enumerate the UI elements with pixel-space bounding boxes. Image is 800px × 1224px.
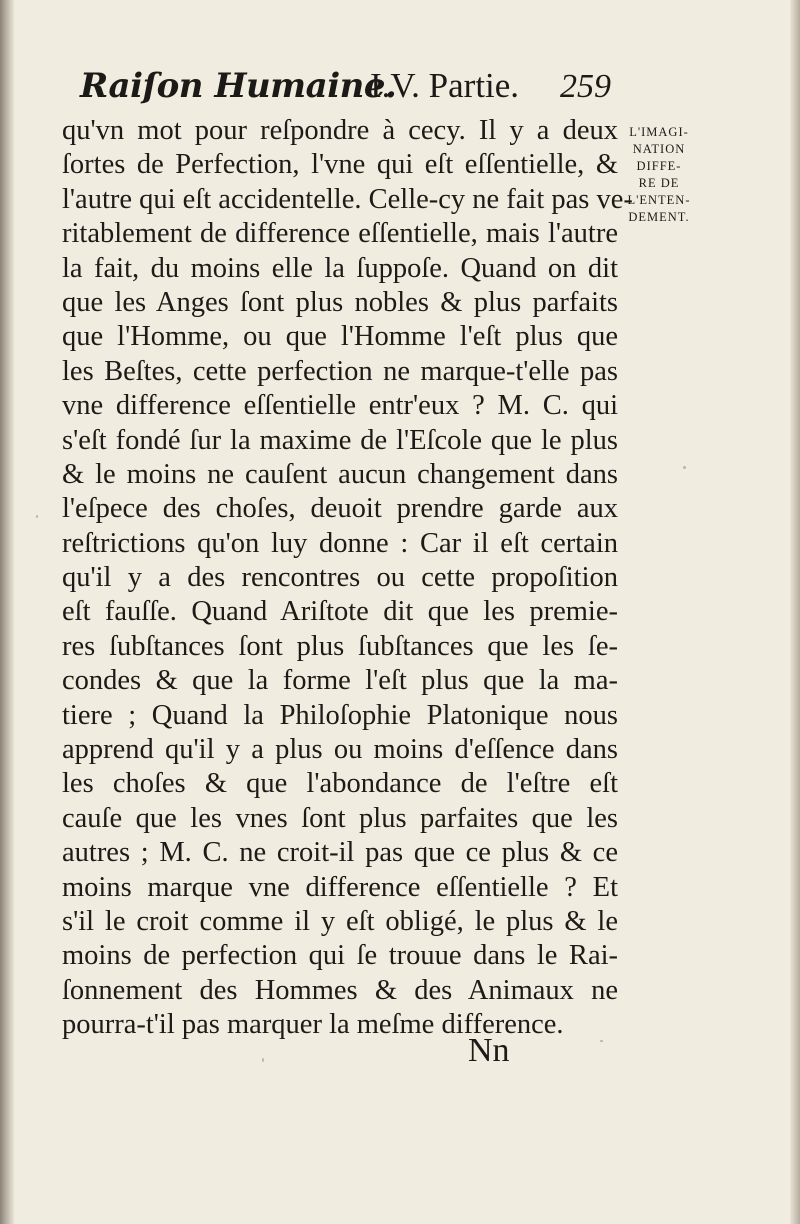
text-line: qu'il y a des rencontres ou cette propoſition (62, 562, 618, 594)
text-line: que les Anges ſont plus nobles & plus parfaits (62, 286, 618, 318)
marginal-line: DEMENT. (628, 210, 690, 224)
marginal-line: L'ENTEN- (627, 193, 691, 207)
text-line: ſortes de Perfection, l'vne qui eſt eſſentielle, & (62, 149, 618, 181)
paper-speck (36, 515, 38, 518)
text-line: res ſubſtances ſont plus ſubſtances que les ſe- (62, 630, 618, 662)
running-title: Raiſon Humaine. (80, 66, 397, 106)
body-text (62, 114, 633, 1043)
part-label: I.V. Partie. (370, 66, 520, 105)
text-line: les choſes & que l'abondance de l'eſtre eſt (62, 768, 618, 800)
text-line: pourra-t'il pas marquer la meſme difference. (62, 1009, 564, 1041)
signature-mark: Nn (468, 1032, 510, 1069)
text-line: qu'vn mot pour reſpondre à cecy. Il y a deux (62, 115, 618, 146)
text-line: moins de perfection qui ſe trouue dans le Rai- (62, 940, 618, 972)
text-line: & le moins ne cauſent aucun changement dans (62, 458, 618, 490)
text-line: reſtrictions qu'on luy donne : Car il eſt certain (62, 527, 618, 559)
paper-speck (683, 466, 686, 469)
text-line: tiere ; Quand la Philoſophie Platonique nous (62, 699, 618, 731)
text-line: eſt fauſſe. Quand Ariſtote dit que les premie- (62, 596, 618, 628)
text-line: cauſe que les vnes ſont plus parfaites que les (62, 802, 618, 834)
text-line: l'autre qui eſt accidentelle. Celle-cy ne fait pas ve- (62, 183, 633, 215)
marginal-note (621, 124, 697, 226)
marginal-line: DIFFE- (636, 159, 682, 173)
text-line: l'eſpece des choſes, deuoit prendre garde aux (62, 493, 618, 525)
marginal-line: NATION (632, 142, 686, 156)
text-line: s'eſt fondé ſur la maxime de l'Eſcole que le plus (62, 424, 618, 456)
text-line: moins marque vne difference eſſentielle ? Et (62, 871, 618, 903)
text-line: apprend qu'il y a plus ou moins d'eſſence dans (62, 734, 618, 766)
text-line: la fait, du moins elle la ſuppoſe. Quand on dit (62, 252, 618, 284)
page-header (0, 66, 800, 116)
marginal-line: L'IMAGI- (629, 125, 689, 139)
text-line: ritablement de difference eſſentielle, mais l'autre (62, 218, 618, 250)
text-line: s'il le croit comme il y eſt obligé, le plus & le (62, 905, 618, 937)
text-line: condes & que la forme l'eſt plus que la ma- (62, 665, 618, 697)
paper-speck (262, 1058, 264, 1062)
text-line: vne difference eſſentielle entr'eux ? M. C. qui (62, 390, 618, 422)
paper-speck (600, 1040, 603, 1042)
page-number: 259 (560, 68, 611, 105)
text-line: les Beſtes, cette perfection ne marque-t'elle pas (62, 355, 618, 387)
text-line: ſonnement des Hommes & des Animaux ne (62, 974, 618, 1006)
text-line: que l'Homme, ou que l'Homme l'eſt plus que (62, 321, 618, 353)
marginal-line: RE DE (638, 176, 680, 190)
text-line: autres ; M. C. ne croit-il pas que ce plus & ce (62, 837, 618, 869)
